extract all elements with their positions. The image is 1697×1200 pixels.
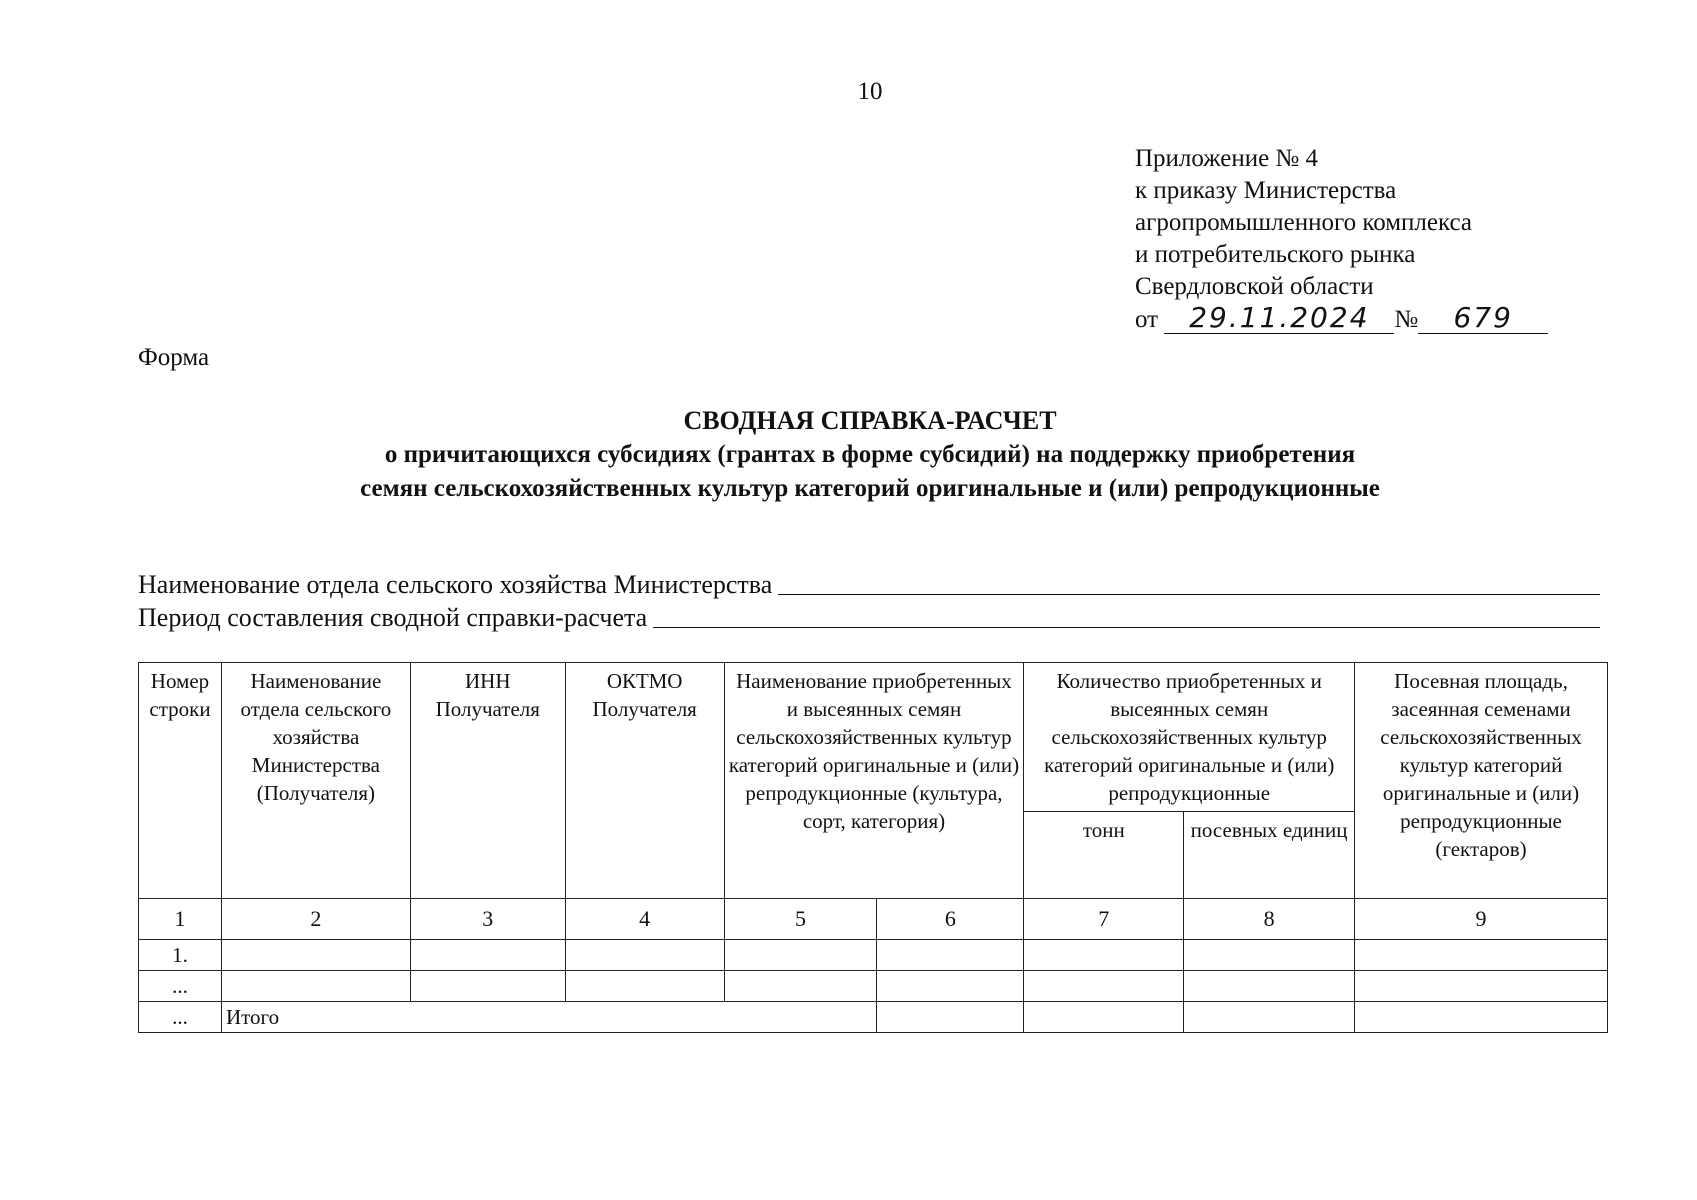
appendix-title: Приложение № 4 [1135,145,1319,172]
table-cell[interactable] [565,940,724,971]
table-cell[interactable] [221,971,410,1002]
document-title [0,404,1697,506]
table-cell[interactable] [877,940,1024,971]
table-cell[interactable] [221,940,410,971]
appendix-line: агропромышленного комплекса [1135,209,1473,236]
table-cell[interactable] [1024,940,1184,971]
column-number: 5 [724,899,877,940]
number-prefix: № [1394,306,1419,333]
column-number: 3 [410,899,565,940]
header-tons: тонн [1024,812,1184,899]
table-row [139,971,1608,1002]
order-date: 29.11.2024 [1164,303,1394,334]
column-number: 6 [877,899,1024,940]
header-department: Наименование отдела сельского хозяйства Министерства (Получателя) [221,663,410,899]
table-cell[interactable] [1355,1002,1608,1033]
column-number: 7 [1024,899,1184,940]
table-cell[interactable] [1184,1002,1355,1033]
period-blank[interactable] [653,627,1600,628]
period-label: Период составления сводной справки-расчета [138,603,648,632]
header-row-number: Номер строки [139,663,222,899]
table-cell[interactable] [724,940,877,971]
title-main: СВОДНАЯ СПРАВКА-РАСЧЕТ [683,406,1057,435]
column-number: 8 [1184,899,1355,940]
order-number: 679 [1418,303,1548,334]
table-cell[interactable] [1355,971,1608,1002]
department-field [138,568,1600,601]
table-cell[interactable] [724,971,877,1002]
column-number-row [139,899,1608,940]
appendix-block [1135,143,1575,336]
row-number: ... [139,1002,222,1033]
form-fields [138,568,1600,634]
header-seeds-name: Наименование приобретенных и высеянных семян сельскохозяйственных культур категорий оригинальные и (или) репродукционные (культура, сорт, категория) [724,663,1024,899]
summary-table [138,662,1608,1033]
row-number: ... [139,971,222,1002]
table-row [139,940,1608,971]
table-cell[interactable] [1024,1002,1184,1033]
title-subtitle: о причитающихся субсидиях (грантах в форме субсидий) на поддержку приобретения [384,441,1356,468]
appendix-line: к приказу Министерства [1135,177,1397,204]
appendix-line: и потребительского рынка [1135,241,1416,268]
table-cell[interactable] [877,1002,1024,1033]
total-label: Итого [221,1002,877,1033]
table-cell[interactable] [1184,971,1355,1002]
row-number: 1. [139,940,222,971]
form-label: Форма [138,344,210,371]
total-row [139,1002,1608,1033]
column-number: 9 [1355,899,1608,940]
header-row [139,663,1608,812]
period-field [138,601,1600,634]
header-area: Посевная площадь, засеянная семенами сельскохозяйственных культур категорий оригинальные и (или) репродукционные (гектаров) [1355,663,1608,899]
column-number: 1 [139,899,222,940]
table-cell[interactable] [1355,940,1608,971]
table-cell[interactable] [410,971,565,1002]
title-subtitle: семян сельскохозяйственных культур категорий оригинальные и (или) репродукционные [360,475,1380,502]
appendix-date-line [1135,303,1575,336]
page-number: 10 [857,78,883,105]
table-cell[interactable] [410,940,565,971]
header-units: посевных единиц [1184,812,1355,899]
table-cell[interactable] [565,971,724,1002]
header-inn: ИНН Получателя [410,663,565,899]
column-number: 4 [565,899,724,940]
table-cell[interactable] [877,971,1024,1002]
column-number: 2 [221,899,410,940]
appendix-line: Свердловской области [1135,273,1374,300]
table-cell[interactable] [1184,940,1355,971]
table-cell[interactable] [1024,971,1184,1002]
department-label: Наименование отдела сельского хозяйства Министерства [138,570,773,599]
header-oktmo: ОКТМО Получателя [565,663,724,899]
department-blank[interactable] [778,594,1600,595]
date-prefix: от [1135,306,1159,333]
header-seeds-quantity: Количество приобретенных и высеянных семян сельскохозяйственных культур категорий оригинальные и (или) репродукционные [1024,663,1355,812]
